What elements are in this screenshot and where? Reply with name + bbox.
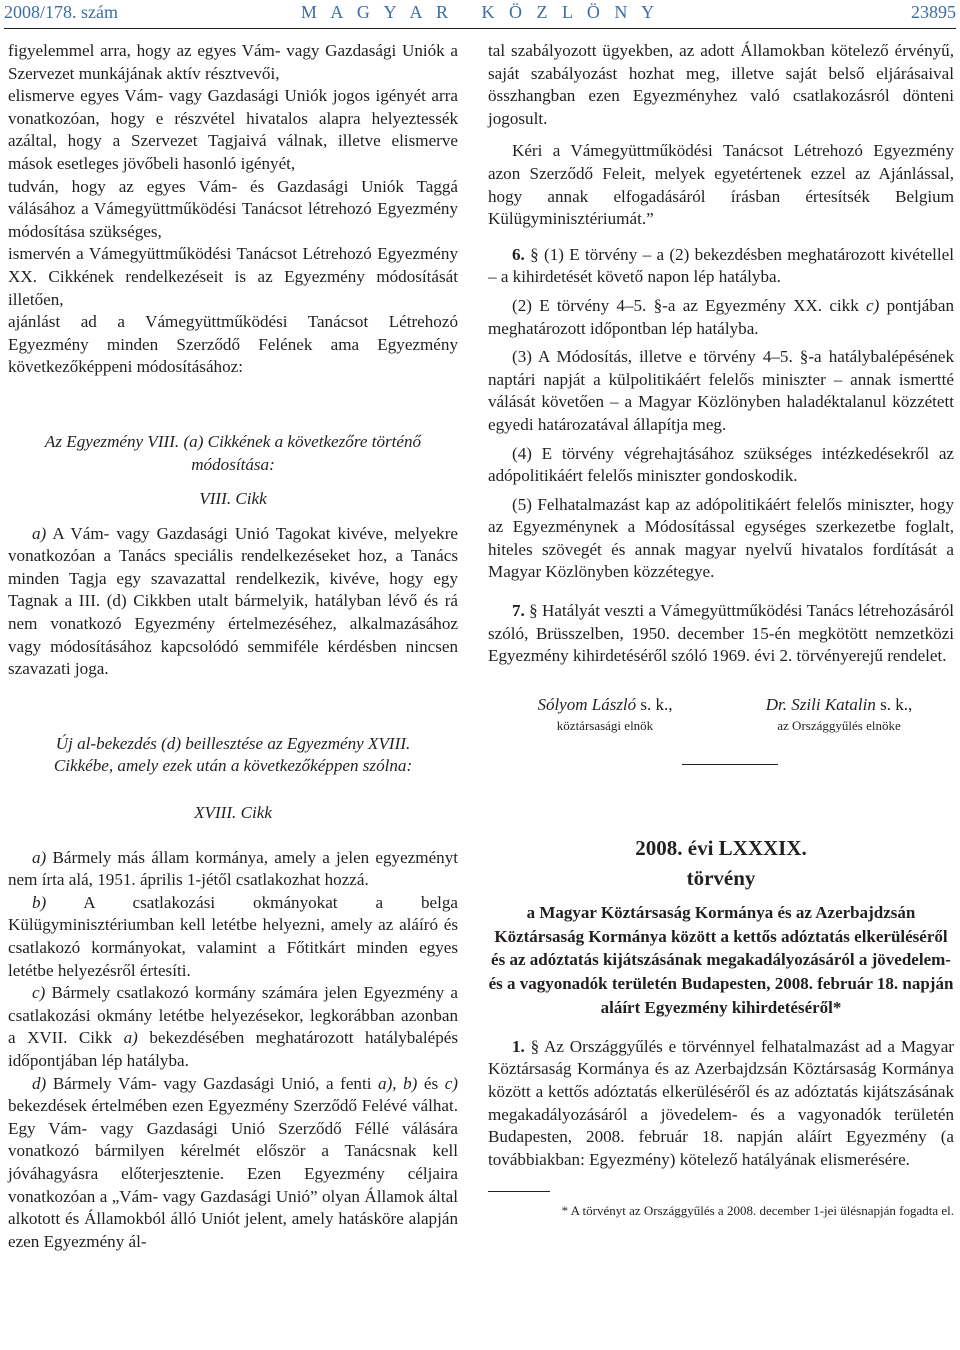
amendment-heading: Az Egyezmény VIII. (a) Cikkének a következőre történő módosítása: xyxy=(44,431,422,474)
act-type: törvény xyxy=(686,865,756,890)
footnote: * A törvényt az Országgyűlés a 2008. december 1-jei ülésnapján fogadta el. xyxy=(561,1203,954,1219)
signature-president: Sólyom László s. k., köztársasági elnök xyxy=(537,694,673,734)
page-header xyxy=(4,2,956,24)
header-rule xyxy=(4,28,956,29)
section-7: 7. § Hatályát veszti a Vámegyüttműködési Tanács létrehozásáról szóló, Brüsszelben, 1950. december 15-én megkötött nemzetközi Egyezmény kihirdetéséről szóló 1969. évi 2. törvényerejű rendelet. xyxy=(488,601,954,666)
signatures xyxy=(488,694,954,764)
paragraph: a) A Vám- vagy Gazdasági Unió Tagokat kivéve, melyekre vonatkozóan a Tanács speciális rendelkezéseket hoz, a Tanács minden Tagja egy szavazattal rendelkezik, kivéve, hogy egy Tagnak a III. (d) Cikkben utalt bármelyik, hatályban lévő és rá nem vonatkozó Egyezmény értelmezéséhez, alkalmazásához vagy módosításához kapcsolódó semmiféle kérdésben nincsen szavazati joga. xyxy=(8,523,458,679)
act-title: a Magyar Köztársaság Kormánya és az Azerbajdzsán Köztársaság Kormánya között a kettős adóztatás elkerüléséről és az adóztatás kijátszásának megakadályozásáról a jövedelem- és a vagyonadók területén Budapesten, 2008. február 18. napján aláírt Egyezmény kihirdetéséről* xyxy=(488,902,954,1018)
paragraph: (2) E törvény 4–5. §-a az Egyezmény XX. cikk c) pontjában meghatározott időpontban lép hatályba. xyxy=(488,295,954,338)
paragraph: ismervén a Vámegyüttműködési Tanácsot Létrehozó Egyezmény XX. Cikkének rendelkezéseit is az Egyezmény módosítását illetően, xyxy=(8,244,458,309)
paragraph: ajánlást ad a Vámegyüttműködési Tanácsot Létrehozó Egyezmény minden Szerződő Felének ama Egyezmény következőképpeni módosításához: xyxy=(8,312,458,377)
left-column xyxy=(8,40,458,1253)
paragraph: d) Bármely Vám- vagy Gazdasági Unió, a fenti a), b) és c) bekezdések értelmében ezen Egyezmény Szerződő Felévé válhat. Egy Vám- vagy Gazdasági Unió Szerződő Féllé válására vonatkozó bármilyen kérelmét először a Tanácsnak kell jóváhagyásra előterjesztenie. Ezen Egyezmény céljaira vonatkozóan a „Vám- vagy Gazdasági Unió” olyan Államok által alkotott és Államokból álló Uniót jelent, amely hatásköre alapján ezen Egyezmény ál- xyxy=(8,1073,458,1251)
paragraph: (4) E törvény végrehajtásához szükséges intézkedésekről az adópolitikáért felelős miniszter gondoskodik. xyxy=(488,443,954,486)
right-column xyxy=(488,40,954,1220)
section-1: 1. § Az Országgyűlés e törvénnyel felhatalmazást ad a Magyar Köztársaság Kormánya és az Azerbajdzsán Köztársaság Kormánya között a kettős adóztatás elkerüléséről és az adóztatás kijátszásának megakadályozásáról a jövedelem- és a vagyonadók területén Budapesten, 2008. február 18. napján aláírt Egyezmény (a továbbiakban: Egyezmény) kötelező hatályának elismerésére. xyxy=(488,1036,954,1169)
amendment-heading: Új al-bekezdés (d) beillesztése az Egyezmény XVIII. Cikkébe, amely ezek után a következőképpen szólna: xyxy=(53,733,413,776)
paragraph: b) A csatlakozási okmányokat a belga Külügyminisztériumban kell letétbe helyezni, amely az aláíró és csatlakozó kormányokat, valamint a Főtitkárt minden egyes letétbe helyezésről értesíti. xyxy=(8,892,458,980)
issue-number: 2008/178. szám xyxy=(4,2,118,22)
article-heading: XVIII. Cikk xyxy=(194,803,272,823)
paragraph: Kéri a Vámegyüttműködési Tanácsot Létrehozó Egyezmény azon Szerződő Feleit, melyek egyetértenek ezzel az Ajánlással, hogy annak elfogadásáról írásban értesítsék Belgium Külügyminisztériumát.” xyxy=(488,141,954,229)
paragraph: elismerve egyes Vám- vagy Gazdasági Uniók jogos igényét arra vonatkozóan, hogy e részvétel hivatalos alapra helyeztessék azáltal, hogy a Szervezet Tagjaivá válnak, illetve elismerve mások esetleges jövőbeli hasonló igényét, xyxy=(8,86,458,173)
act-number: 2008. évi LXXXIX. xyxy=(635,835,807,860)
paragraph: c) Bármely csatlakozó kormány számára jelen Egyezmény a csatlakozási okmány letétbe helyezésekor, legkorábban azonban a XVII. Cikk a) bekezdésében meghatározott hatálybalépés időpontjában lép hatályba. xyxy=(8,983,458,1070)
article-heading: VIII. Cikk xyxy=(199,489,267,509)
paragraph: tudván, hogy az egyes Vám- és Gazdasági Uniók Taggá válásához a Vámegyüttműködési Tanácsot létrehozó Egyezmény módosítása szükséges, xyxy=(8,176,458,241)
signature-speaker: Dr. Szili Katalin s. k., az Országgyűlés elnöke xyxy=(765,694,913,734)
journal-title: M A G Y A R K Ö Z L Ö N Y xyxy=(300,2,660,22)
paragraph: (5) Felhatalmazást kap az adópolitikáért felelős miniszter, hogy az Egyezménynek a Módosítással egységes szerkezetbe foglalt, hiteles szövegét és annak magyar nyelvű hivatalos fordítását a Magyar Közlönyben közzétegye. xyxy=(488,494,954,582)
section-6: 6. § (1) E törvény – a (2) bekezdésben meghatározott kivétellel – a kihirdetését követő napon lép hatályba. xyxy=(488,244,954,287)
footnote-rule xyxy=(488,1191,550,1192)
paragraph: (3) A Módosítás, illetve e törvény 4–5. §-a hatálybalépésének naptári napját a külpolitikáért felelős miniszter – annak ismertté válását követően – a Magyar Közlönyben haladéktalanul közzétett egyedi határozatával állapítja meg. xyxy=(488,347,954,434)
paragraph: a) Bármely más állam kormánya, amely a jelen egyezményt nem írta alá, 1951. április 1-jétől csatlakozhat hozzá. xyxy=(8,847,458,890)
paragraph: tal szabályozott ügyekben, az adott Államokban kötelező érvényű, saját szabályozást hozhat meg, illetve saját belső eljárásaival összhangban ezen Egyezményhez való csatlakozásról dönteni jogosult. xyxy=(488,41,954,128)
page-number: 23895 xyxy=(911,2,956,22)
paragraph: figyelemmel arra, hogy az egyes Vám- vagy Gazdasági Uniók a Szervezet munkájának aktív résztvevői, xyxy=(8,41,458,83)
